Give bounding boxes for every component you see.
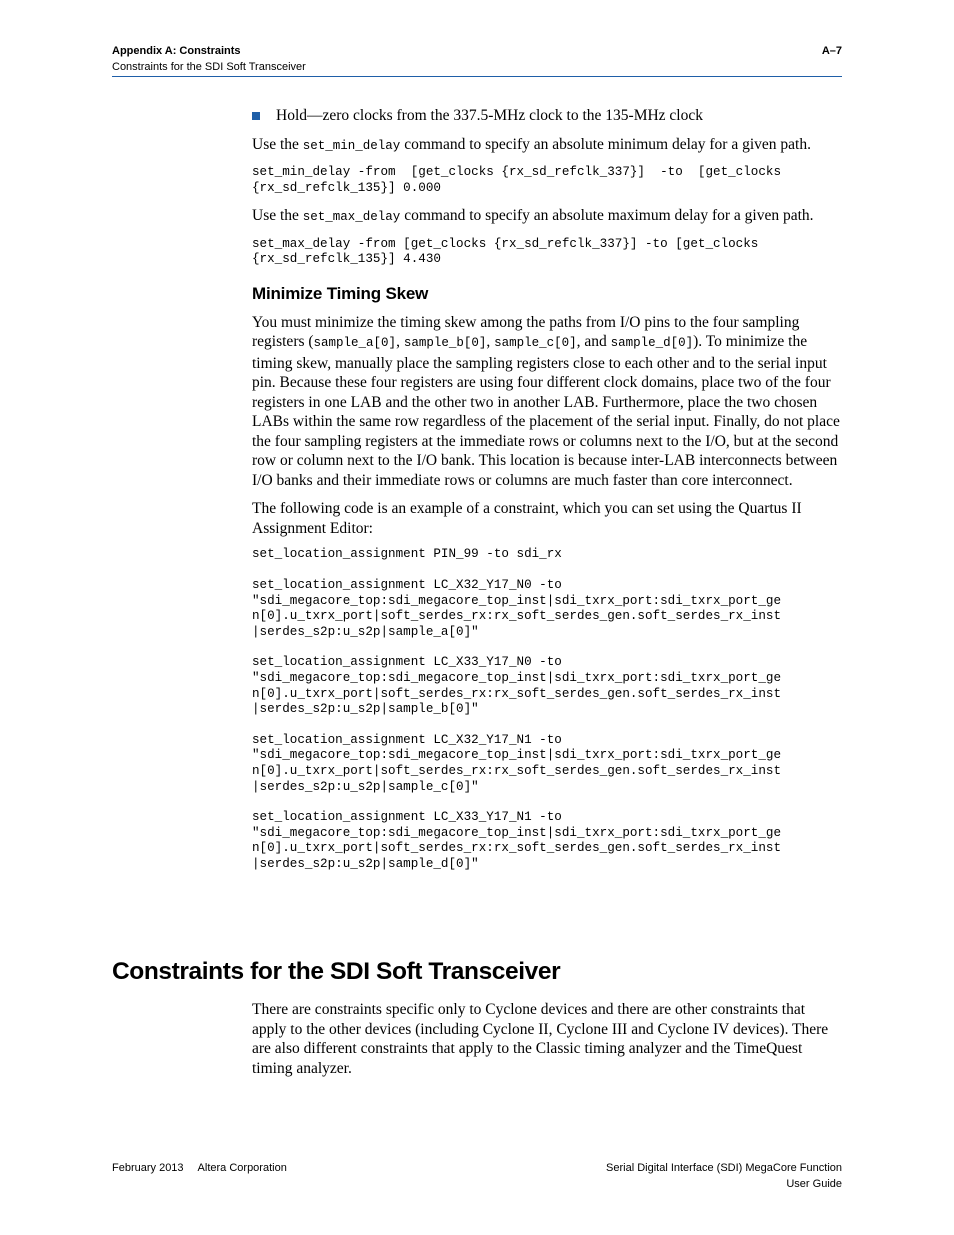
register-sample-b: sample_b[0]: [403, 336, 487, 351]
footer-right: [606, 1160, 842, 1192]
max-delay-command: set_max_delay: [302, 210, 401, 225]
section-paragraph: There are constraints specific only to Cyclone devices and there are other constraints that apply to the other devices (including Cyclone II, Cyclone III and Cyclone IV devices). There are also different constraints that apply to the Classic timing analyzer and the TimeQuest timing analyzer.: [252, 1001, 829, 1077]
min-delay-code-block: set_min_delay -from [get_clocks {rx_sd_refclk_337}] -to [get_clocks {rx_sd_refclk_135}] 0.000: [252, 165, 782, 195]
max-delay-code-block: set_max_delay -from [get_clocks {rx_sd_refclk_337}] -to [get_clocks {rx_sd_refclk_135}] 4.430: [252, 236, 759, 267]
min-delay-command: set_min_delay: [302, 138, 401, 153]
skew-text-a: You must minimize the timing skew among the paths from I/O pins to the four sampling registers (: [252, 313, 800, 351]
max-delay-paragraph: [252, 206, 842, 228]
hold-bullet: [252, 106, 842, 126]
sep-3: , and: [576, 333, 611, 351]
hold-bullet-text: Hold—zero clocks from the 337.5-MHz clock to the 135-MHz clock: [276, 107, 703, 124]
footer-doc-title: Serial Digital Interface (SDI) MegaCore Function: [606, 1162, 842, 1174]
sample-a-assignment-code: set_location_assignment LC_X32_Y17_N0 -to "sdi_megacore_top:sdi_megacore_top_inst|sdi_txrx_port:sdi_txrx_port_ge n[0].u_txrx_port|soft_serdes_rx:rx_soft_serdes_gen.soft_serdes_rx_inst |serdes_s2p:u_s2p|sample_a[0]": [252, 577, 782, 639]
main-content: [252, 106, 842, 882]
pin-assignment-code: set_location_assignment PIN_99 -to sdi_rx: [252, 547, 562, 562]
sample-d-assignment-code: set_location_assignment LC_X33_Y17_N1 -to "sdi_megacore_top:sdi_megacore_top_inst|sdi_txrx_port:sdi_txrx_port_ge n[0].u_txrx_port|soft_serdes_rx:rx_soft_serdes_gen.soft_serdes_rx_inst |serdes_s2p:u_s2p|sample_d[0]": [252, 810, 782, 871]
sample-c-assignment-code: set_location_assignment LC_X32_Y17_N1 -to "sdi_megacore_top:sdi_megacore_top_inst|sdi_txrx_port:sdi_txrx_port_ge n[0].u_txrx_port|soft_serdes_rx:rx_soft_serdes_gen.soft_serdes_rx_inst |serdes_s2p:u_s2p|sample_c[0]": [252, 732, 782, 794]
max-delay-text-pre: Use the: [252, 207, 303, 225]
register-sample-a: sample_a[0]: [313, 336, 397, 351]
min-delay-text-post: command to specify an absolute minimum delay for a given path.: [400, 135, 811, 153]
footer-doc-type: User Guide: [786, 1178, 842, 1190]
constraint-example-paragraph: The following code is an example of a constraint, which you can set using the Quartus II Assignment Editor:: [252, 500, 802, 537]
sep-2: ,: [486, 333, 495, 351]
page-number: A–7: [821, 45, 842, 57]
register-sample-c: sample_c[0]: [494, 336, 577, 351]
footer-date: February 2013: [112, 1162, 184, 1174]
minimize-timing-skew-heading: Minimize Timing Skew: [252, 283, 429, 303]
max-delay-text-post: command to specify an absolute maximum delay for a given path.: [400, 207, 814, 225]
header-section: Appendix A: Constraints: [112, 45, 241, 57]
sdi-soft-transceiver-heading: Constraints for the SDI Soft Transceiver: [112, 958, 561, 985]
section-content: [252, 1000, 842, 1087]
header-subsection: Constraints for the SDI Soft Transceiver: [112, 61, 306, 73]
register-sample-d: sample_d[0]: [610, 336, 694, 351]
footer-left: [112, 1160, 287, 1176]
sample-b-assignment-code: set_location_assignment LC_X33_Y17_N0 -to "sdi_megacore_top:sdi_megacore_top_inst|sdi_txrx_port:sdi_txrx_port_ge n[0].u_txrx_port|soft_serdes_rx:rx_soft_serdes_gen.soft_serdes_rx_inst |serdes_s2p:u_s2p|sample_b[0]": [252, 655, 782, 717]
min-delay-paragraph: [252, 135, 842, 157]
min-delay-text-pre: Use the: [252, 135, 303, 153]
skew-text-b: ). To minimize the timing skew, manually place the sampling registers close to each other and to the serial input pin. Because these four registers are using four different clock domains, place two of the four registers in one LAB and the other two in another LAB. Furthermore, place the two chosen LABs within the same row regardless of the placement of the serial input. Finally, do not place the four sampling registers at the immediate rows or columns next to the I/O, but at the second row or column next to the I/O bank. This location is because inter-LAB interconnects between I/O banks and their immediate rows or columns are much faster than core interconnect.: [252, 333, 840, 489]
header-divider: [112, 76, 842, 77]
footer-company: Altera Corporation: [197, 1162, 287, 1174]
sep-1: ,: [396, 333, 404, 351]
skew-paragraph: [252, 313, 842, 491]
bullet-square-icon: [252, 112, 260, 120]
running-header: [112, 43, 306, 75]
